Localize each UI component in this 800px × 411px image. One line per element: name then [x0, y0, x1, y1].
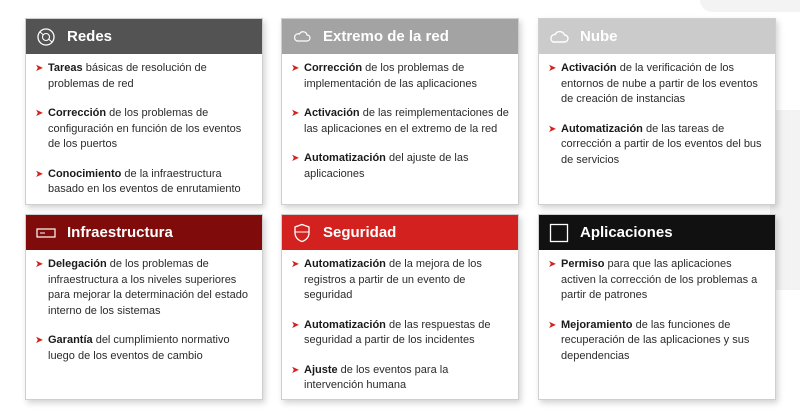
card-title: Nube — [580, 28, 618, 45]
list-item: ➤ Automatización de las respuestas de seguridad a partir de los incidentes — [291, 318, 510, 349]
bullet-icon: ➤ — [291, 63, 300, 74]
bullet-icon: ➤ — [35, 335, 44, 346]
bullet-icon: ➤ — [291, 259, 300, 270]
card-header — [282, 19, 518, 54]
list-item: ➤ Activación de las reimplementaciones de las aplicaciones en el extremo de la red — [291, 106, 510, 137]
card-header — [26, 19, 262, 54]
list-item: ➤ Conocimiento de la infraestructura basado en los eventos de enrutamiento — [35, 167, 254, 198]
card-title: Seguridad — [323, 224, 397, 241]
app-window-icon — [549, 223, 569, 243]
background-decoration — [700, 0, 800, 12]
list-item: ➤ Tareas básicas de resolución de problemas de red — [35, 61, 254, 92]
bullet-icon: ➤ — [548, 123, 557, 135]
bullet-icon: ➤ — [548, 319, 557, 331]
card-header — [539, 19, 775, 54]
list-item: ➤ Garantía del cumplimiento normativo luego de los eventos de cambio — [35, 333, 254, 364]
card-nube — [538, 18, 776, 205]
bullet-icon: ➤ — [35, 108, 44, 119]
card-header — [26, 215, 262, 250]
bullet-icon: ➤ — [548, 63, 557, 74]
shield-icon — [292, 223, 312, 243]
card-title: Redes — [67, 28, 113, 45]
card-infraestructura — [25, 214, 263, 400]
card-aplicaciones — [538, 214, 776, 400]
card-header — [539, 215, 775, 250]
card-header — [282, 215, 518, 250]
list-item: ➤ Corrección de los problemas de implementación de las aplicaciones — [291, 61, 510, 92]
bullet-icon: ➤ — [291, 364, 300, 376]
list-item: ➤ Ajuste de los eventos para la intervención humana — [291, 363, 510, 394]
cloud-icon — [549, 27, 569, 47]
list-item: ➤ Activación de la verificación de los entornos de nube a partir de los eventos de creación de instancias — [548, 61, 767, 108]
list-item: ➤ Permiso para que las aplicaciones activen la corrección de los problemas a partir de patrones — [548, 257, 767, 304]
bullet-icon: ➤ — [35, 63, 44, 74]
card-redes — [25, 18, 263, 205]
bullet-icon: ➤ — [548, 259, 557, 270]
list-item: ➤ Automatización de la mejora de los registros a partir de un evento de seguridad — [291, 257, 510, 304]
bullet-icon: ➤ — [291, 153, 300, 164]
list-item: ➤ Automatización de las tareas de corrección a partir de los eventos del bus de servicios — [548, 122, 767, 169]
card-seguridad — [281, 214, 519, 400]
card-extremo-de-la-red — [281, 18, 519, 205]
list-item: ➤ Corrección de los problemas de configuración en función de los eventos de los puertos — [35, 106, 254, 153]
network-icon — [36, 27, 56, 47]
list-item: ➤ Automatización del ajuste de las aplicaciones — [291, 151, 510, 182]
list-item: ➤ Delegación de los problemas de infraestructura a los niveles superiores para mejorar la determinación del estado interno de los sistemas — [35, 257, 254, 319]
bullet-icon: ➤ — [291, 108, 300, 119]
bullet-icon: ➤ — [35, 168, 44, 180]
edge-cloud-icon — [292, 27, 312, 47]
card-title: Infraestructura — [67, 224, 173, 241]
bullet-icon: ➤ — [291, 319, 300, 331]
bullet-icon: ➤ — [35, 259, 44, 270]
server-icon — [36, 223, 56, 243]
card-title: Extremo de la red — [323, 28, 449, 45]
list-item: ➤ Mejoramiento de las funciones de recuperación de las aplicaciones y sus dependencias — [548, 318, 767, 365]
card-title: Aplicaciones — [580, 224, 673, 241]
